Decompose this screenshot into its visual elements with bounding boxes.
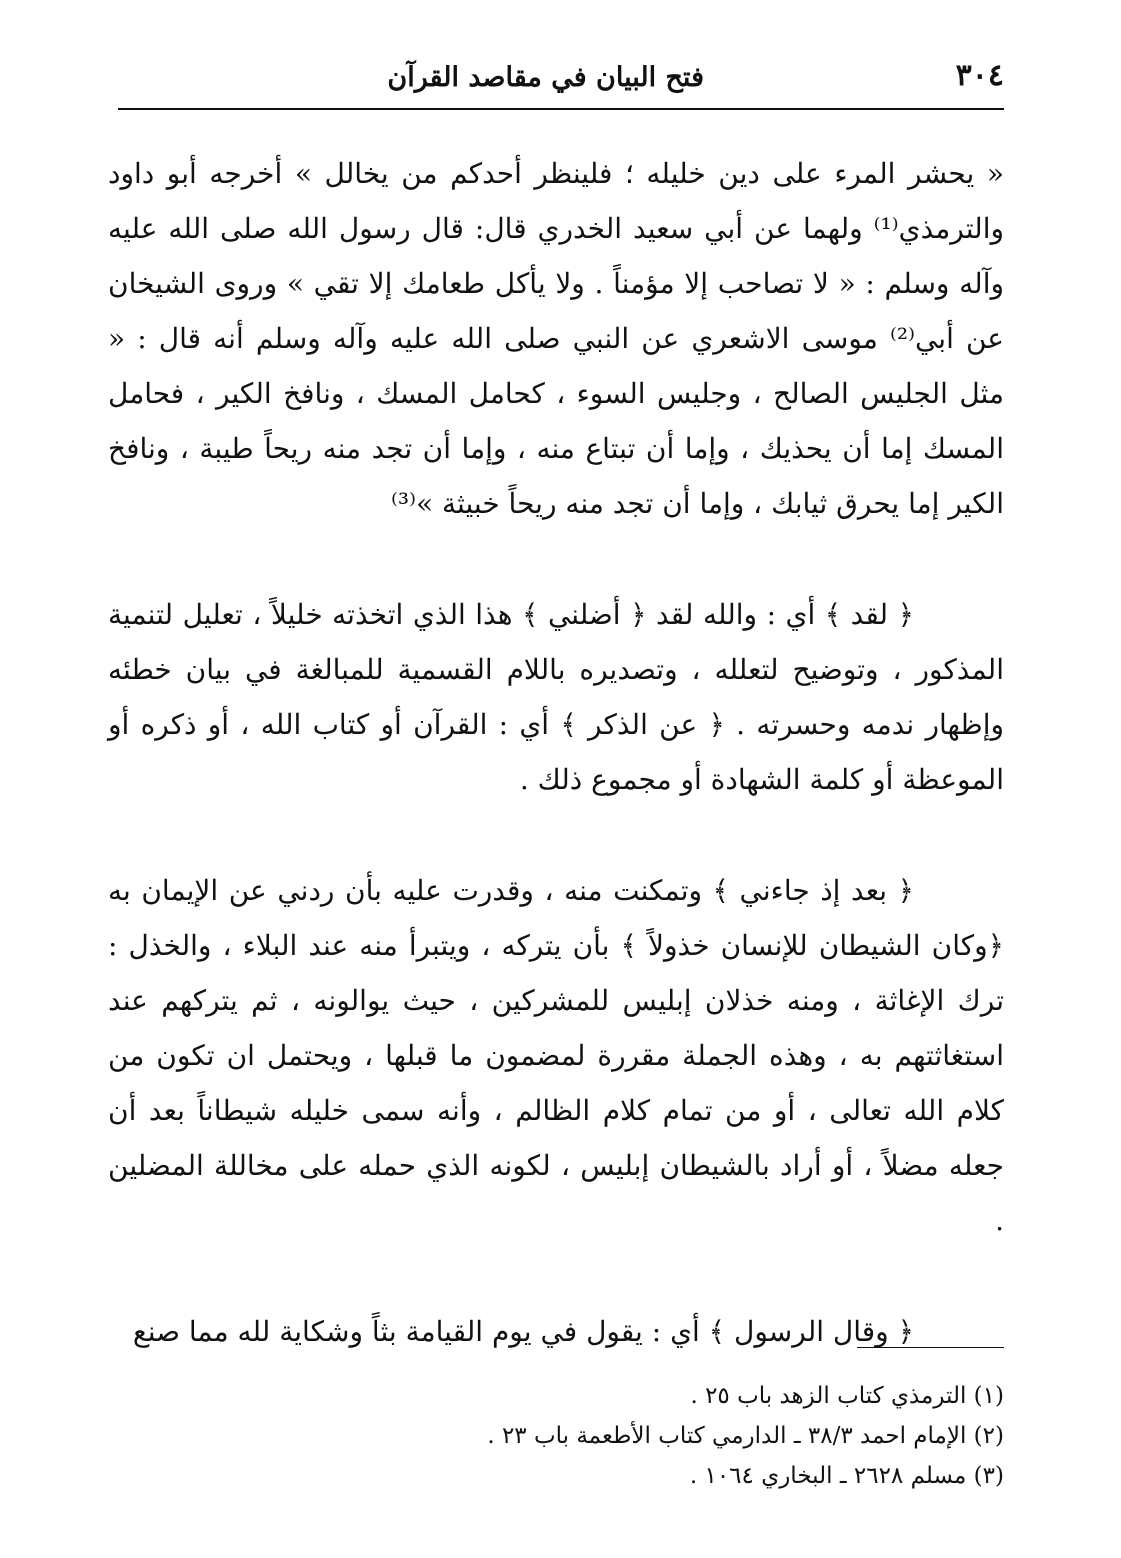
header-rule — [118, 108, 1004, 110]
footnote-2: (٢) الإمام احمد ٣٨/٣ ـ الدارمي كتاب الأطعمة باب ٢٣ . — [487, 1423, 1004, 1449]
paragraph-gap — [108, 531, 1004, 587]
footnote-rule — [857, 1347, 1004, 1348]
footnote-3: (٣) مسلم ٢٦٢٨ ـ البخاري ١٠٦٤ . — [689, 1463, 1004, 1489]
paragraph-bad-idh: ﴿ بعد إذ جاءني ﴾ وتمكنت منه ، وقدرت عليه بأن ردني عن الإيمان به ﴿وكان الشيطان للإنسان خذولاً ﴾ بأن يتركه ، ويتبرأ منه عند البلاء ، والخذل : ترك الإغاثة ، ومنه خذلان إبليس للمشركين ، حيث يوالونه ، ثم يتركهم عند استغاثتهم به ، وهذه الجملة مقررة لمضمون ما قبلها ، ويحتمل ان تكون من كلام الله تعالى ، أو من تمام كلام الظالم ، وأنه سمى خليله شيطاناً بعد أن جعله مضلاً ، أو أراد بالشيطان إبليس ، لكونه الذي حمله على مخاللة المضلين . — [108, 874, 1005, 1237]
paragraph-gap — [108, 807, 1004, 863]
main-text — [108, 146, 1004, 1359]
paragraph-laqad: ﴿ لقد ﴾ أي : والله لقد ﴿ أضلني ﴾ هذا الذي اتخذته خليلاً ، تعليل لتنمية المذكور ، وتوضيح لتعلله ، وتصديره باللام القسمية للمبالغة في بيان خطئه وإظهار ندمه وحسرته . ﴿ عن الذكر ﴾ أي : القرآن أو كتاب الله ، أو ذكره أو الموعظة أو كلمة الشهادة أو مجموع ذلك . — [108, 598, 1004, 796]
paragraph-wa-qal: ﴿ وقال الرسول ﴾ أي : يقول في يوم القيامة بثاً وشكاية لله مما صنع — [132, 1315, 914, 1348]
footnote-1: (١) الترمذي كتاب الزهد باب ٢٥ . — [690, 1383, 1004, 1409]
page-header — [118, 52, 1004, 104]
paragraph-hadith: « يحشر المرء على دين خليله ؛ فلينظر أحدكم من يخالل » أخرجه أبو داود والترمذي⁽¹⁾ ولهما عن أبي سعيد الخدري قال: قال رسول الله صلى الله عليه وآله وسلم : « لا تصاحب إلا مؤمناً . ولا يأكل طعامك إلا تقي » وروى الشيخان عن أبي⁽²⁾ موسى الاشعري عن النبي صلى الله عليه وآله وسلم أنه قال : « مثل الجليس الصالح ، وجليس السوء ، كحامل المسك ، ونافخ الكير ، فحامل المسك إما أن يحذيك ، وإما أن تبتاع منه ، وإما أن تجد منه ريحاً طيبة ، ونافخ الكير إما يحرق ثيابك ، وإما أن تجد منه ريحاً خبيثة »⁽³⁾ — [108, 157, 1005, 520]
footnotes — [300, 1376, 1004, 1496]
paragraph-gap — [108, 1248, 1004, 1304]
running-title: فتح البيان في مقاصد القرآن — [387, 62, 704, 93]
page-number: ٣٠٤ — [955, 58, 1004, 93]
